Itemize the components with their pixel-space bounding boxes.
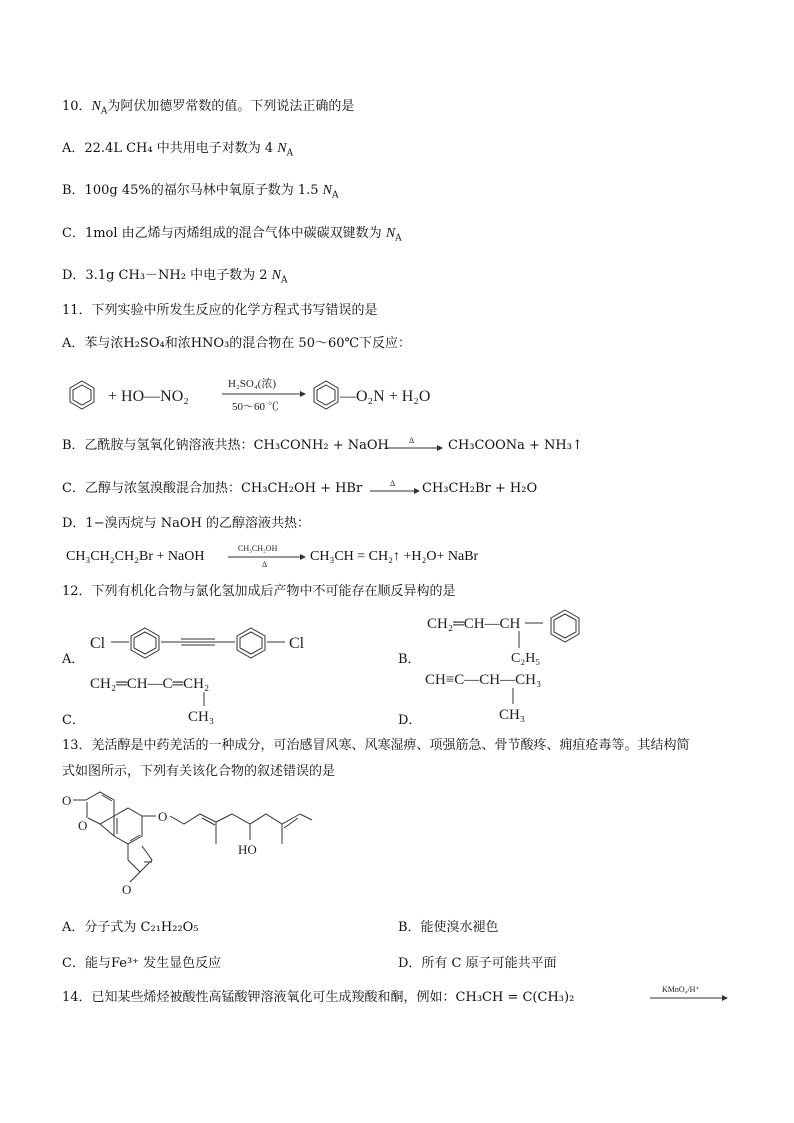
q14-stem: 14．已知某些烯烃被酸性高锰酸钾溶液氧化可生成羧酸和酮，例如：CH₃CH = C(CH₃)₂ (62, 990, 575, 1005)
q12-option-d[interactable]: D． (398, 713, 422, 728)
svg-text:Δ: Δ (390, 479, 396, 488)
q10-option-a[interactable]: A．22.4L CH₄ 中共用电子对数为 4 $N_A$ (62, 141, 294, 159)
q13-option-a[interactable]: A．分子式为 C₂₁H₂₂O₅ (62, 920, 199, 935)
svg-text:O: O (78, 818, 88, 833)
q12-d-structure (423, 664, 623, 723)
svg-text:O: O (122, 882, 132, 897)
q10-stem: 10．$N_A$为阿伏加德罗常数的值。下列说法正确的是 (62, 99, 355, 117)
svg-text:CH≡C—CH—CH₃: CH≡C—CH—CH₃ (425, 672, 542, 688)
svg-text:KMnO₄/H⁺: KMnO₄/H⁺ (662, 985, 700, 994)
q13-option-d[interactable]: D．所有 C 原子可能共平面 (398, 956, 557, 971)
q11-option-c[interactable]: C．乙醇与浓氢溴酸混合加热：CH₃CH₂OH + HBr (62, 481, 363, 496)
q13-stem-line1: 13．羌活醇是中药羌活的一种成分，可治感冒风寒、风寒湿痹、项强筋急、骨节酸疼、痈疽疮毒等。其结构简 (62, 738, 690, 753)
svg-text:Cl: Cl (289, 635, 305, 652)
q11-option-d[interactable]: D．1−溴丙烷与 NaOH 的乙醇溶液共热： (62, 516, 310, 531)
q11-a-left: + HO—NO₂ (108, 388, 189, 405)
q12-option-b[interactable]: B． (398, 652, 421, 667)
q10-option-d[interactable]: D．3.1g CH₃－NH₂ 中电子数为 2 $N_A$ (62, 268, 288, 286)
svg-text:CH₂═CH—C═CH₂: CH₂═CH—C═CH₂ (90, 676, 210, 692)
q11-d-left: CH₃CH₂CH₂Br + NaOH (66, 549, 205, 564)
svg-text:CH₂═CH—CH: CH₂═CH—CH (427, 616, 521, 632)
q10-option-c[interactable]: C．1mol 由乙烯与丙烯组成的混合气体中碳碳双键数为 $N_A$ (62, 226, 402, 244)
svg-text:HO: HO (238, 842, 257, 857)
q12-c-structure (88, 668, 288, 724)
q12-stem: 12．下列有机化合物与氯化氢加成后产物中不可能存在顺反异构的是 (62, 584, 456, 599)
q11-c-product: CH₃CH₂Br + H₂O (422, 481, 538, 496)
q11-d-product: CH₃CH = CH₂↑ +H₂O+ NaBr (310, 549, 479, 564)
q12-a-structure (85, 618, 335, 668)
q11-option-a[interactable]: A．苯与浓H₂SO₄和浓HNO₃的混合物在 50～60℃下反应： (62, 336, 412, 351)
svg-text:Δ: Δ (262, 560, 268, 569)
q11-c-arrow (370, 479, 420, 499)
q11-stem: 11．下列实验中所发生反应的化学方程式书写错误的是 (62, 303, 378, 318)
q10-option-b[interactable]: B．100g 45%的福尔马林中氧原子数为 1.5 $N_A$ (62, 183, 339, 201)
svg-text:CH₃: CH₃ (188, 709, 215, 725)
svg-text:O: O (158, 809, 168, 824)
svg-text:Δ: Δ (409, 436, 415, 445)
q11-option-b[interactable]: B．乙酰胺与氢氧化钠溶液共热：CH₃CONH₂ + NaOH (62, 438, 389, 453)
q11-a-cond-bottom: 50～60 ℃ (232, 401, 279, 413)
q13-option-c[interactable]: C．能与Fe³⁺ 发生显色反应 (62, 956, 222, 971)
svg-text:O: O (62, 793, 72, 808)
q12-option-a[interactable]: A． (62, 652, 85, 667)
q11-a-cond-top: H₂SO₄(浓) (228, 378, 277, 390)
q11-b-arrow (385, 436, 445, 456)
q11-d-arrow (228, 543, 308, 569)
q11-b-product: CH₃COONa + NH₃↑ (448, 438, 583, 453)
q12-option-c[interactable]: C． (62, 713, 85, 728)
q13-structure (60, 790, 330, 915)
svg-text:CH₃CH₂OH: CH₃CH₂OH (238, 544, 278, 553)
q12-b-structure (425, 606, 625, 666)
svg-text:CH₃: CH₃ (499, 707, 526, 723)
svg-text:C₂H₅: C₂H₅ (511, 651, 541, 666)
svg-text:Cl: Cl (90, 635, 106, 652)
q13-stem-line2: 式如图所示，下列有关该化合物的叙述错误的是 (62, 764, 336, 779)
q11-a-right: —O₂N + H₂O (340, 388, 431, 405)
q11-a-equation (60, 370, 480, 420)
q13-option-b[interactable]: B．能使溴水褪色 (398, 920, 499, 935)
q14-arrow (650, 984, 730, 1006)
